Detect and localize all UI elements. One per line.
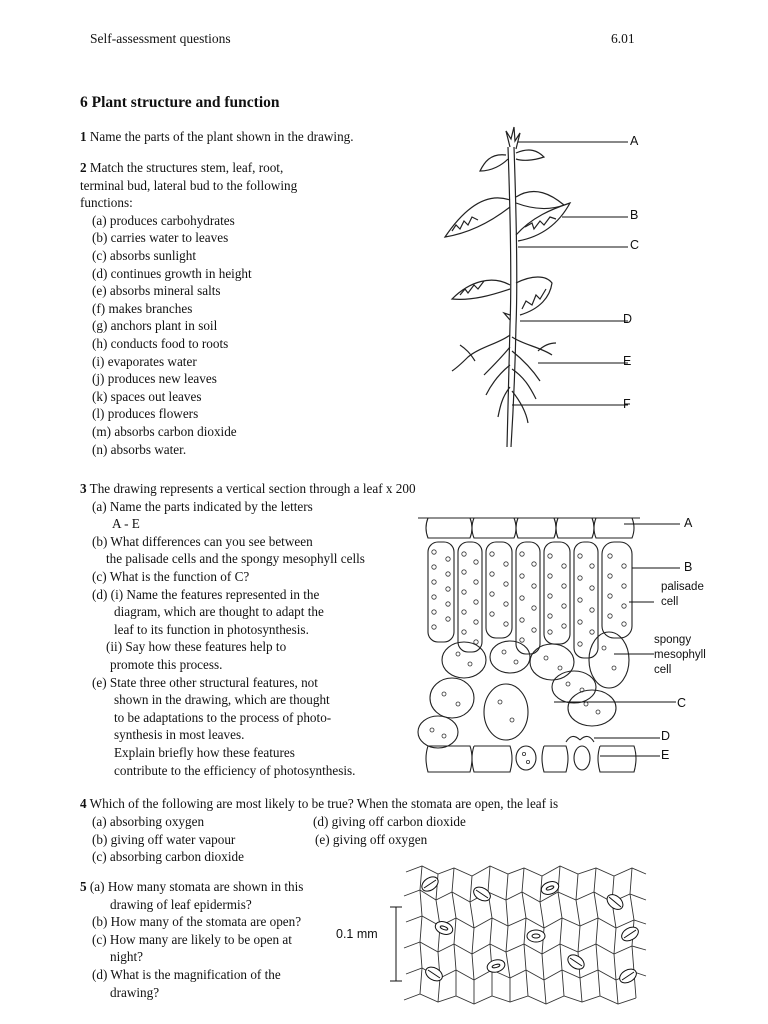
spongy-cell-label	[654, 633, 706, 678]
q3-line: (ii) Say how these features help to	[106, 639, 287, 655]
q2-item: (g) anchors plant in soil	[92, 318, 218, 334]
q2-item: (f) makes branches	[92, 300, 193, 316]
question-1	[80, 128, 354, 146]
question-2	[80, 159, 410, 458]
leaf-section-drawing	[414, 512, 654, 780]
q3-number: 3	[80, 481, 87, 496]
q4-option: (d) giving off carbon dioxide	[313, 814, 466, 829]
plant-label-a: A	[630, 134, 639, 148]
q3-line: contribute to the efficiency of photosynthesis.	[114, 762, 356, 778]
q2-item: (i) evaporates water	[92, 353, 197, 369]
q1-number: 1	[80, 129, 87, 144]
q5-line: drawing of leaf epidermis?	[110, 896, 252, 912]
q2-item: (b) carries water to leaves	[92, 230, 229, 246]
spongy-label-line: cell	[654, 664, 672, 676]
spongy-label-line: mesophyll	[654, 649, 706, 661]
q4-number: 4	[80, 796, 87, 811]
q5-number: 5	[80, 879, 87, 894]
q4-option: (b) giving off water vapour	[92, 831, 236, 847]
q3-line: (c) What is the function of C?	[92, 568, 250, 584]
plant-label-e: E	[623, 354, 632, 368]
q2-item: (d) continues growth in height	[92, 265, 252, 281]
q3-line: (e) State three other structural features, not	[92, 674, 318, 690]
q5-line: drawing?	[110, 984, 160, 1000]
plant-label-b: B	[630, 208, 639, 222]
q2-item: (j) produces new leaves	[92, 371, 217, 387]
q1-text: Name the parts of the plant shown in the drawing.	[89, 129, 354, 144]
q5-line: (d) What is the magnification of the	[92, 966, 281, 982]
q3-line: to be adaptations to the process of photo-	[114, 709, 332, 725]
q2-item: (c) absorbs sunlight	[92, 247, 197, 263]
q3-line: (d) (i) Name the features represented in the	[92, 586, 320, 602]
q4-left-options	[92, 813, 244, 866]
q2-item: (e) absorbs mineral salts	[92, 283, 221, 299]
q5-line: (b) How many of the stomata are open?	[92, 914, 302, 930]
header-left: Self-assessment questions	[90, 31, 231, 46]
q3-line: A - E	[112, 516, 140, 532]
q2-intro-3: functions:	[80, 195, 133, 211]
question-4	[80, 795, 680, 813]
question-3	[80, 480, 460, 779]
q3-line: the palisade cells and the spongy mesophyll cells	[106, 551, 365, 567]
page-title: 6 Plant structure and function	[80, 94, 280, 111]
q4-option: (c) absorbing carbon dioxide	[92, 849, 244, 865]
q2-number: 2	[80, 160, 87, 175]
leaf-label-b: B	[684, 560, 693, 574]
q2-item: (a) produces carbohydrates	[92, 212, 235, 228]
spongy-label-line: spongy	[654, 634, 692, 646]
q3-line: diagram, which are thought to adapt the	[114, 604, 324, 620]
q3-line: Explain briefly how these features	[114, 744, 295, 760]
q2-intro-1: Match the structures stem, leaf, root,	[89, 160, 284, 175]
leaf-label-c: C	[677, 696, 687, 710]
epidermis-drawing	[400, 862, 650, 1007]
palisade-label-line: cell	[661, 596, 679, 608]
q2-intro-2: terminal bud, lateral bud to the following	[80, 177, 298, 193]
plant-drawing	[440, 125, 650, 455]
page-number: 6.01	[611, 31, 635, 46]
q2-item: (k) spaces out leaves	[92, 388, 202, 404]
q5-line: night?	[110, 949, 143, 965]
q2-item: (m) absorbs carbon dioxide	[92, 423, 237, 439]
q3-line: promote this process.	[110, 656, 223, 672]
leaf-label-d: D	[661, 729, 671, 743]
q3-line: leaf to its function in photosynthesis.	[114, 621, 309, 637]
q5-line: (c) How many are likely to be open at	[92, 931, 292, 947]
q3-intro: The drawing represents a vertical section through a leaf x 200	[89, 481, 416, 496]
q4-option: (e) giving off oxygen	[315, 831, 428, 847]
q3-line: shown in the drawing, which are thought	[114, 692, 330, 708]
plant-label-f: F	[623, 397, 631, 411]
question-5	[80, 878, 350, 1001]
plant-label-d: D	[623, 312, 633, 326]
palisade-cell-label	[661, 580, 704, 610]
scale-label: 0.1 mm	[336, 927, 378, 941]
q2-item: (l) produces flowers	[92, 406, 199, 422]
q5-line: (a) How many stomata are shown in this	[89, 879, 304, 894]
leaf-label-a: A	[684, 516, 693, 530]
palisade-label-line: palisade	[661, 581, 704, 593]
leaf-label-e: E	[661, 748, 670, 762]
q3-line: synthesis in most leaves.	[114, 727, 245, 743]
q4-right-options	[313, 813, 466, 848]
q2-item: (n) absorbs water.	[92, 441, 187, 457]
q4-intro: Which of the following are most likely to be true? When the stomata are open, the leaf is	[89, 796, 559, 811]
q2-item: (h) conducts food to roots	[92, 335, 229, 351]
q3-line: (b) What differences can you see between	[92, 533, 313, 549]
plant-label-c: C	[630, 238, 640, 252]
q4-option: (a) absorbing oxygen	[92, 814, 205, 829]
q3-line: (a) Name the parts indicated by the letters	[92, 498, 313, 514]
